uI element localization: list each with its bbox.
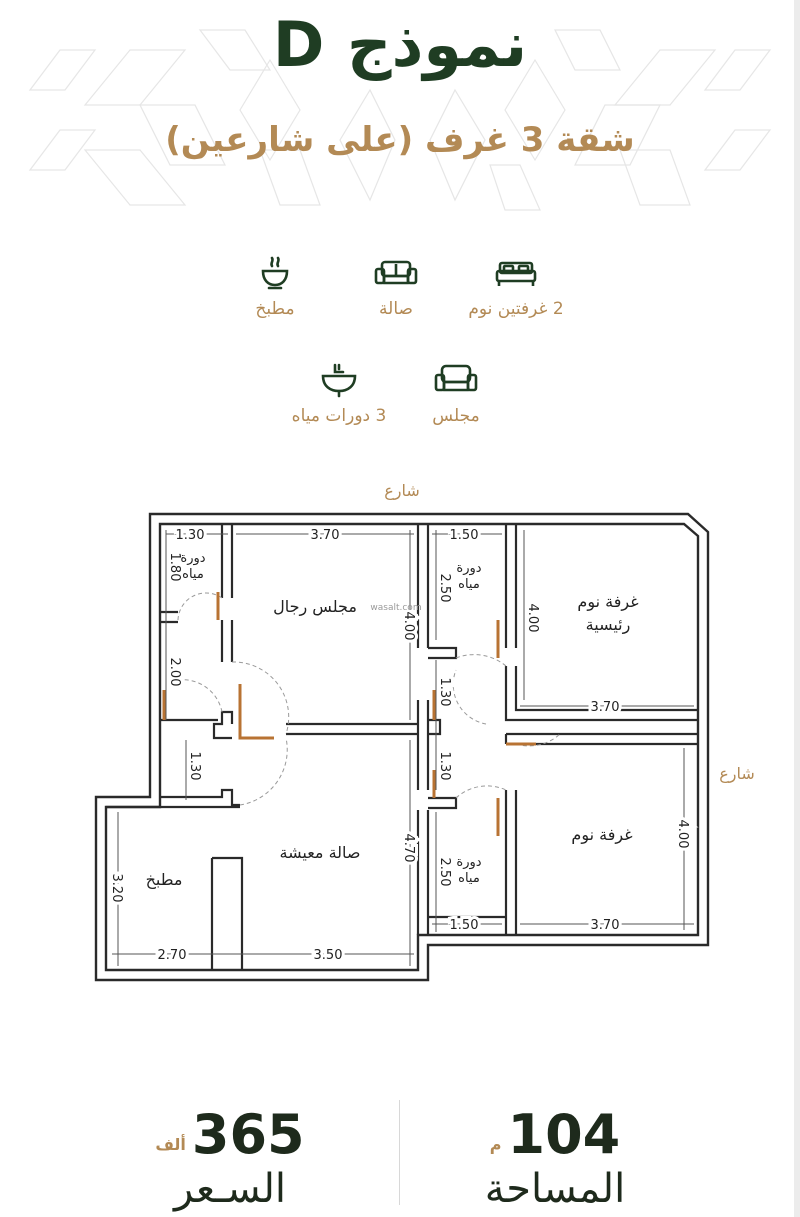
- area-block: [460, 1103, 650, 1212]
- stats-divider: [399, 1100, 400, 1205]
- price-label: السـعر: [173, 1166, 287, 1212]
- dim-4-00-majlis: 4.00: [401, 611, 416, 641]
- bowl-icon: [253, 255, 297, 291]
- area-value: 104: [507, 1103, 621, 1166]
- dim-2-50-top: 2.50: [437, 573, 452, 603]
- dim-2-50-bot: 2.50: [437, 857, 452, 887]
- dim-1-30-top: 1.30: [175, 528, 205, 543]
- door-swings: [178, 593, 560, 805]
- price-unit: ألف: [155, 1135, 186, 1154]
- street-top-label: شارع: [384, 481, 420, 500]
- price-value: 365: [191, 1103, 305, 1166]
- room-kitchen: مطبخ: [145, 870, 183, 889]
- room-master-bedroom-2: رئيسية: [585, 615, 631, 634]
- room-wc-bottom-2: مياه: [458, 871, 480, 886]
- room-bedroom: غرفة نوم: [571, 825, 633, 844]
- dim-3-70-master: 3.70: [590, 700, 620, 715]
- watermark: wasalt.com: [370, 603, 422, 613]
- sink-icon: [317, 360, 361, 398]
- dim-1-80: 1.80: [167, 552, 182, 582]
- room-wc-top-left-2: مياه: [182, 567, 204, 582]
- area-label: المساحة: [484, 1166, 626, 1212]
- feature-hall-label: صالة: [379, 299, 413, 319]
- dim-3-70-bot: 3.70: [590, 918, 620, 933]
- feature-kitchen-label: مطبخ: [255, 299, 295, 319]
- dim-1-30-mid: 1.30: [437, 751, 452, 781]
- armchair-icon: [432, 360, 480, 398]
- floor-plan: [0, 460, 800, 1000]
- dim-4-70: 4.70: [401, 833, 416, 863]
- dim-2-00: 2.00: [167, 657, 182, 687]
- dim-3-20: 3.20: [109, 873, 124, 903]
- dim-1-30-corr: 1.30: [437, 677, 452, 707]
- street-right-label: شارع: [719, 764, 755, 783]
- model-title: نموذج D: [272, 8, 528, 81]
- room-master-bedroom-1: غرفة نوم: [577, 592, 639, 611]
- outer-walls: [96, 514, 708, 980]
- feature-bathrooms-label: 3 دورات مياه: [291, 406, 387, 426]
- dim-1-50-bot: 1.50: [449, 918, 479, 933]
- price-block: [140, 1103, 320, 1212]
- room-wc-top-mid-2: مياه: [458, 577, 480, 592]
- room-living: صالة معيشة: [279, 843, 361, 862]
- dim-1-30-left: 1.30: [187, 751, 202, 781]
- dim-4-00-bed: 4.00: [675, 819, 690, 849]
- dim-3-50: 3.50: [313, 948, 343, 963]
- interior-walls: [106, 524, 698, 970]
- room-wc-top-left-1: دورة: [180, 551, 206, 566]
- dim-4-00-master: 4.00: [525, 603, 540, 633]
- bed-icon: [492, 255, 540, 291]
- room-wc-bottom-1: دورة: [456, 855, 482, 870]
- feature-majlis: [376, 360, 536, 426]
- dim-3-70-top: 3.70: [310, 528, 340, 543]
- dim-1-50-top: 1.50: [449, 528, 479, 543]
- sofa-icon: [372, 255, 420, 291]
- door-leaves: [164, 592, 536, 836]
- feature-majlis-label: مجلس: [432, 406, 480, 426]
- room-majlis: مجلس رجال: [273, 597, 357, 616]
- feature-bedrooms: [436, 255, 596, 319]
- room-wc-top-mid-1: دورة: [456, 561, 482, 576]
- area-unit: م: [489, 1135, 502, 1154]
- dim-2-70: 2.70: [157, 948, 187, 963]
- apartment-subtitle: شقة 3 غرف (على شارعين): [165, 120, 635, 160]
- feature-bedrooms-label: 2 غرفتين نوم: [468, 299, 564, 319]
